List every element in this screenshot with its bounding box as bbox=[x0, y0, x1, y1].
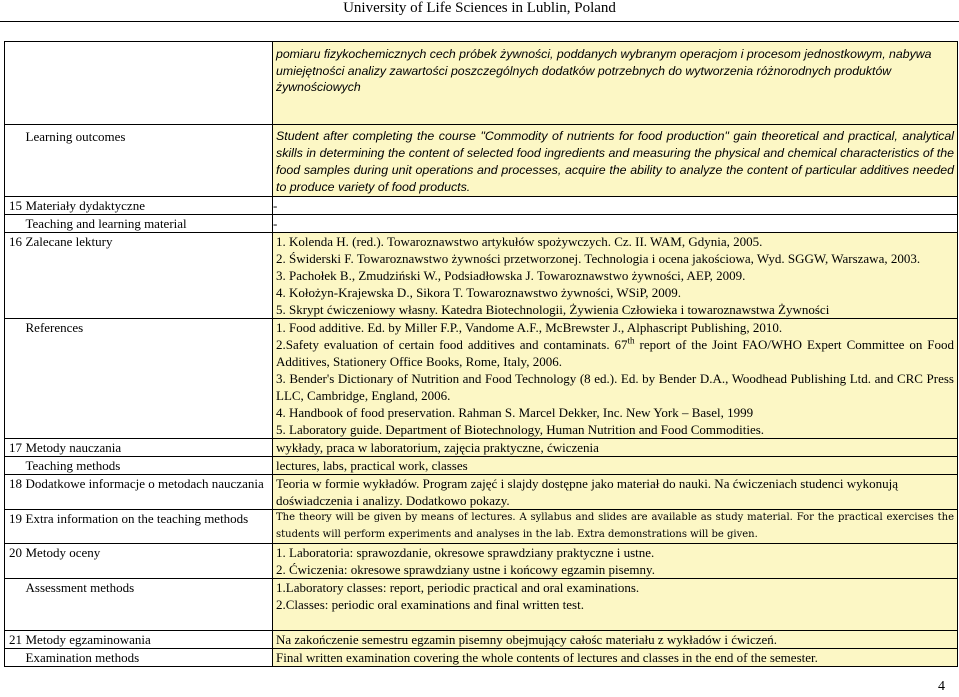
assessment-item: 1. Laboratoria: sprawozdanie, okresowe sprawdziany praktyczne i ustne. bbox=[276, 545, 655, 560]
assessment-pl-list bbox=[273, 544, 958, 579]
row-18 bbox=[5, 475, 958, 510]
row-number-empty bbox=[5, 457, 23, 475]
row-number-empty bbox=[5, 319, 23, 439]
exam-methods-en-label: Examination methods bbox=[23, 649, 273, 667]
learning-outcomes-label: Learning outcomes bbox=[23, 125, 273, 197]
row-label-empty bbox=[23, 42, 273, 125]
course-table bbox=[4, 41, 958, 667]
extra-info-pl-label: Dodatkowe informacje o metodach nauczania bbox=[23, 475, 273, 510]
row-number: 19 bbox=[5, 510, 23, 544]
teaching-methods-en-value: lectures, labs, practical work, classes bbox=[273, 457, 958, 475]
row-20-en bbox=[5, 579, 958, 631]
row-number: 20 bbox=[5, 544, 23, 579]
reading-item: 5. Skrypt ćwiczeniowy własny. Katedra Biotechnologii, Żywienia Człowieka i towaroznawstwa Żywności bbox=[276, 302, 830, 317]
reading-item: 2. Świderski F. Towaroznawstwo żywności przetworzonej. Technologia i ocena jakościowa, Wyd. SGGW, Warszawa, 2003. bbox=[276, 251, 921, 266]
row-number-empty bbox=[5, 42, 23, 125]
row-number: 15 bbox=[5, 197, 23, 215]
reference-item: 5. Laboratory guide. Department of Biotechnology, Human Nutrition and Food Commodities. bbox=[276, 422, 765, 437]
reference-item: 4. Handbook of food preservation. Rahman S. Marcel Dekker, Inc. New York – Basel, 1999 bbox=[276, 405, 754, 420]
assessment-item: 1.Laboratory classes: report, periodic practical and oral examinations. bbox=[276, 580, 640, 595]
reference-item-2-start: 2.Safety evaluation of certain food additives and contaminats. 67 bbox=[276, 337, 628, 352]
teaching-material-en-label: Teaching and learning material bbox=[23, 215, 273, 233]
assessment-item: 2. Ćwiczenia: okresowe sprawdziany ustne i końcowy egzamin pisemny. bbox=[276, 562, 655, 577]
row-number: 21 bbox=[5, 631, 23, 649]
reference-item bbox=[276, 336, 954, 370]
teaching-material-pl-label: Materiały dydaktyczne bbox=[23, 197, 273, 215]
row-15-en bbox=[5, 215, 958, 233]
exam-methods-pl-value: Na zakończenie semestru egzamin pisemny obejmujący całośc materiału z wykładów i ćwiczeń. bbox=[273, 631, 958, 649]
recommended-reading-list bbox=[273, 233, 958, 319]
assessment-en-list bbox=[273, 579, 958, 631]
extra-info-en-label: Extra information on the teaching methods bbox=[23, 510, 273, 544]
row-20 bbox=[5, 544, 958, 579]
row-number-empty bbox=[5, 215, 23, 233]
header-rule bbox=[0, 21, 959, 22]
row-16 bbox=[5, 233, 958, 319]
reading-item: 3. Pachołek B., Zmudziński W., Podsiadłowska J. Towaroznawstwo żywności, AEP, 2009. bbox=[276, 268, 746, 283]
row-number: 18 bbox=[5, 475, 23, 510]
row-number-empty bbox=[5, 579, 23, 631]
reading-item: 1. Kolenda H. (red.). Towaroznawstwo artykułów spożywczych. Cz. II. WAM, Gdynia, 2005. bbox=[276, 234, 763, 249]
reference-item: 1. Food additive. Ed. by Miller F.P., Vandome A.F., McBrewster J., Alphascript Publishing, 2010. bbox=[276, 320, 783, 335]
row-number-empty bbox=[5, 125, 23, 197]
row-17 bbox=[5, 439, 958, 457]
reading-item: 4. Kołożyn-Krajewska D., Sikora T. Towaroznawstwo żywności, WSiP, 2009. bbox=[276, 285, 682, 300]
exam-methods-pl-label: Metody egzaminowania bbox=[23, 631, 273, 649]
row-learning-outcomes bbox=[5, 125, 958, 197]
row-references bbox=[5, 319, 958, 439]
extra-info-pl-value: Teoria w formie wykładów. Program zajęć i slajdy dostępne jako materiał do nauki. Na ćwiczeniach studenci wykonują doświadczenia i analizy. Dodatkowo pokazy. bbox=[273, 475, 958, 510]
row-number: 17 bbox=[5, 439, 23, 457]
row-19 bbox=[5, 510, 958, 544]
teaching-methods-en-label: Teaching methods bbox=[23, 457, 273, 475]
learning-outcomes-value: Student after completing the course "Commodity of nutrients for food production" gain theoretical and practical, analytical skills in determining the content of selected food ingredients and measuring the physical and chemical characteristics of the food samples during unit operations and processes, acquire the ability to analyze the content of particular additives needed to produce variety of food products. bbox=[273, 125, 958, 197]
outcomes-pl-continued: pomiaru fizykochemicznych cech próbek żywności, poddanych wybranym operacjom i procesom jednostkowym, nabywa umiejętności analizy zawartości poszczególnych dodatków potrzebnych do wytworzenia różnorodnych produktów żywnościowych bbox=[273, 42, 958, 125]
reference-item: 3. Bender's Dictionary of Nutrition and Food Technology (8 ed.). Ed. by Bender D.A., Woodhead Publishing Ltd. and CRC Press LLC, Cambridge, England, 2006. bbox=[276, 371, 954, 403]
row-outcomes-pl-cont bbox=[5, 42, 958, 125]
row-number-empty bbox=[5, 649, 23, 667]
teaching-material-en-value: - bbox=[273, 215, 958, 233]
ordinal-suffix: th bbox=[627, 335, 635, 346]
references-list bbox=[273, 319, 958, 439]
reference-item-2-end: report of the Joint FAO/WHO Expert Committee on Food Additives, Stationery Office Books, Rome, Italy, 2006. bbox=[276, 337, 955, 369]
row-17-en bbox=[5, 457, 958, 475]
page-header: University of Life Sciences in Lublin, Poland bbox=[343, 0, 616, 16]
row-21-en bbox=[5, 649, 958, 667]
assessment-en-label: Assessment methods bbox=[23, 579, 273, 631]
row-21 bbox=[5, 631, 958, 649]
teaching-methods-pl-value: wykłady, praca w laboratorium, zajęcia praktyczne, ćwiczenia bbox=[273, 439, 958, 457]
page-number: 4 bbox=[938, 679, 945, 694]
teaching-material-pl-value: - bbox=[273, 197, 958, 215]
assessment-item: 2.Classes: periodic oral examinations and final written test. bbox=[276, 597, 584, 612]
assessment-pl-label: Metody oceny bbox=[23, 544, 273, 579]
teaching-methods-pl-label: Metody nauczania bbox=[23, 439, 273, 457]
extra-info-en-value: The theory will be given by means of lectures. A syllabus and slides are available as study material. For the practical exercises the students will perform experiments and analyses in the lab. Extra demonstrations will be given. bbox=[273, 510, 958, 544]
references-label: References bbox=[23, 319, 273, 439]
exam-methods-en-value: Final written examination covering the whole contents of lectures and classes in the end of the semester. bbox=[273, 649, 958, 667]
recommended-reading-label: Zalecane lektury bbox=[23, 233, 273, 319]
row-15 bbox=[5, 197, 958, 215]
row-number: 16 bbox=[5, 233, 23, 319]
